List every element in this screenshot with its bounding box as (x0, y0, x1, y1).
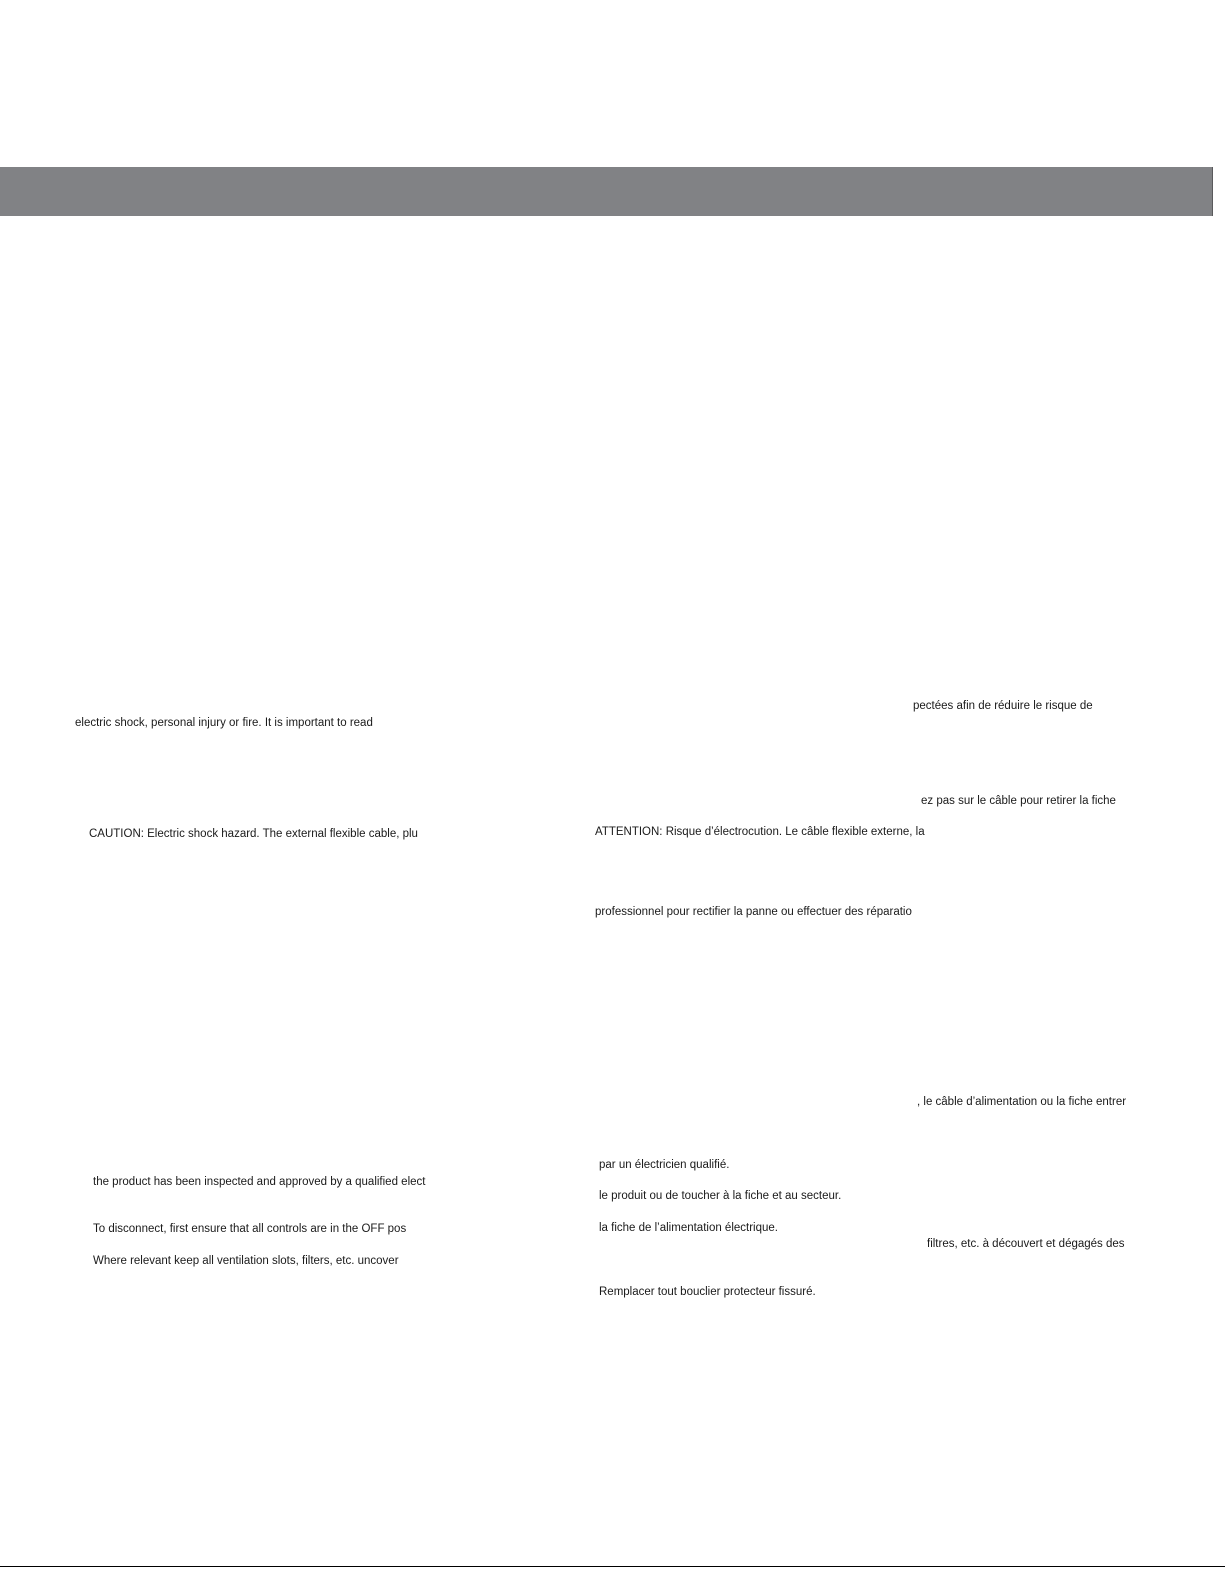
french-text-line: professionnel pour rectifier la panne ou effectuer des réparatio (595, 906, 912, 918)
french-text-line: filtres, etc. à découvert et dégagés des (927, 1238, 1125, 1250)
header-band (0, 167, 1212, 216)
french-text-line: pectées afin de réduire le risque de (913, 700, 1093, 712)
english-text-line: To disconnect, first ensure that all controls are in the OFF pos (93, 1223, 407, 1235)
french-text-line: Remplacer tout bouclier protecteur fissuré. (599, 1286, 816, 1298)
french-text-line: la fiche de l’alimentation électrique. (599, 1222, 778, 1234)
english-text-line: the product has been inspected and approved by a qualified elect (93, 1176, 426, 1188)
english-text-line: electric shock, personal injury or fire. It is important to read (75, 717, 373, 729)
french-text-line: par un électricien qualifié. (599, 1159, 730, 1171)
english-caution-line: CAUTION: Electric shock hazard. The external flexible cable, plu (89, 828, 418, 840)
header-band-edge (1212, 167, 1213, 216)
french-text-line: ez pas sur le câble pour retirer la fiche (921, 795, 1116, 807)
bottom-rule (0, 1566, 1225, 1567)
english-text-line: Where relevant keep all ventilation slots, filters, etc. uncover (93, 1255, 399, 1267)
french-text-line: , le câble d’alimentation ou la fiche entrer (917, 1096, 1127, 1108)
french-text-line: le produit ou de toucher à la fiche et au secteur. (599, 1190, 842, 1202)
french-attention-line: ATTENTION: Risque d’électrocution. Le câble flexible externe, la (595, 826, 925, 838)
